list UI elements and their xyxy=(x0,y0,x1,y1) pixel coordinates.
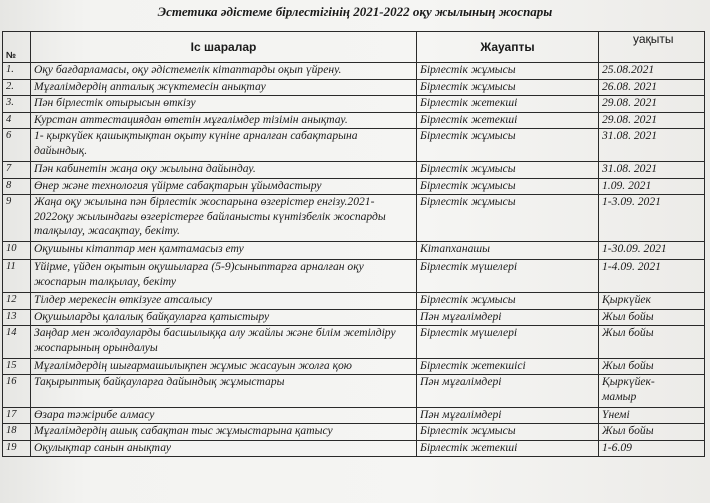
row-number: 10 xyxy=(3,242,31,260)
row-number: 16 xyxy=(3,375,31,408)
row-number: 18 xyxy=(3,424,31,441)
row-activity: Өнер және технология үйірме сабақтарын ұйымдастыру xyxy=(31,179,417,195)
header-responsible: Жауапты xyxy=(417,32,599,63)
row-number: 13 xyxy=(3,310,31,326)
row-activity: Заңдар мен жолдауларды басшылыққа алу жайлы және білім жетілдіру жоспарының орындалуы xyxy=(31,326,417,359)
row-date: Үнемі xyxy=(599,408,705,424)
row-date: Жыл бойы xyxy=(599,326,705,359)
table-row xyxy=(3,179,705,195)
row-date: 1-30.09. 2021 xyxy=(599,242,705,260)
row-responsible: Бірлестік жетекші xyxy=(417,96,599,113)
row-activity: Пән бірлестік отырысын өткізу xyxy=(31,96,417,113)
row-activity: Мұғалімдердің ашық сабақтан тыс жұмыстарына қатысу xyxy=(31,424,417,441)
table-row xyxy=(3,293,705,310)
row-number: 8 xyxy=(3,179,31,195)
row-responsible: Бірлестік мүшелері xyxy=(417,260,599,293)
document-title: Эстетика әдістеме бірлестігінің 2021-2022 оқу жылының жоспары xyxy=(157,4,553,19)
row-responsible: Пән мұғалімдері xyxy=(417,375,599,408)
row-number: 2. xyxy=(3,80,31,96)
row-responsible: Бірлестік жұмысы xyxy=(417,129,599,162)
row-activity: Оқушыларды қалалық байқауларға қатыстыру xyxy=(31,310,417,326)
row-date: 29.08. 2021 xyxy=(599,96,705,113)
table-row xyxy=(3,129,705,162)
row-activity: Тақырыптық байқауларға дайындық жұмыстары xyxy=(31,375,417,408)
row-activity: Оқу бағдарламасы, оқу әдістемелік кітаптарды оқып үйрену. xyxy=(31,63,417,80)
row-number: 19 xyxy=(3,441,31,457)
row-number: 17 xyxy=(3,408,31,424)
row-responsible: Бірлестік жұмысы xyxy=(417,80,599,96)
table-row xyxy=(3,424,705,441)
table-row xyxy=(3,162,705,179)
table-row xyxy=(3,375,705,408)
row-date: 1-3.09. 2021 xyxy=(599,195,705,242)
row-responsible: Бірлестік жұмысы xyxy=(417,195,599,242)
row-date: 1.09. 2021 xyxy=(599,179,705,195)
row-responsible: Бірлестік жұмысы xyxy=(417,424,599,441)
table-row xyxy=(3,326,705,359)
row-date: 31.08. 2021 xyxy=(599,162,705,179)
table-body xyxy=(3,63,705,457)
table-row xyxy=(3,441,705,457)
table-row xyxy=(3,96,705,113)
table-row xyxy=(3,63,705,80)
row-activity: Оқулықтар санын анықтау xyxy=(31,441,417,457)
header-number: № xyxy=(3,32,31,63)
row-activity: Жаңа оқу жылына пән бірлестік жоспарына өзгерістер енгізу.2021-2022оқу жылындағы өзгерістерге байланысты күнтізбелік жоспарды талқылау, жасақтау, бекіту. xyxy=(31,195,417,242)
row-number: 1. xyxy=(3,63,31,80)
row-activity: Пән кабинетін жаңа оқу жылына дайындау. xyxy=(31,162,417,179)
table-row xyxy=(3,113,705,129)
row-date: 1-6.09 xyxy=(599,441,705,457)
row-activity: Мұғалімдердің шығармашылықпен жұмыс жасауын жолға қою xyxy=(31,359,417,375)
row-date: 26.08. 2021 xyxy=(599,80,705,96)
table-row xyxy=(3,408,705,424)
row-activity: Үйірме, үйден оқытын оқушыларға (5-9)сыныптарға арналған оқу жоспарын талқылау, бекіту xyxy=(31,260,417,293)
row-number: 15 xyxy=(3,359,31,375)
row-responsible: Пән мұғалімдері xyxy=(417,310,599,326)
row-activity: Мұғалімдердің апталық жүктемесін анықтау xyxy=(31,80,417,96)
row-number: 11 xyxy=(3,260,31,293)
row-responsible: Кітапханашы xyxy=(417,242,599,260)
plan-table xyxy=(2,31,705,457)
row-activity: 1- қыркүйек қашықтықтан оқыту күніне арналған сабақтарына дайындық. xyxy=(31,129,417,162)
row-date: Қыркүйек- мамыр xyxy=(599,375,705,408)
table-header-row xyxy=(3,32,705,63)
row-date: Жыл бойы xyxy=(599,310,705,326)
row-responsible: Бірлестік жетекші xyxy=(417,441,599,457)
row-date: 25.08.2021 xyxy=(599,63,705,80)
row-number: 9 xyxy=(3,195,31,242)
row-responsible: Бірлестік жетекшісі xyxy=(417,359,599,375)
row-date: 29.08. 2021 xyxy=(599,113,705,129)
row-responsible: Бірлестік жұмысы xyxy=(417,63,599,80)
row-responsible: Пән мұғалімдері xyxy=(417,408,599,424)
table-row xyxy=(3,310,705,326)
row-number: 4 xyxy=(3,113,31,129)
row-activity: Курстан аттестациядан өтетін мұғалімдер тізімін анықтау. xyxy=(31,113,417,129)
row-responsible: Бірлестік жұмысы xyxy=(417,162,599,179)
row-number: 6 xyxy=(3,129,31,162)
row-date: Жыл бойы xyxy=(599,424,705,441)
row-responsible: Бірлестік жұмысы xyxy=(417,179,599,195)
table-row xyxy=(3,80,705,96)
table-row xyxy=(3,242,705,260)
row-responsible: Бірлестік жетекші xyxy=(417,113,599,129)
row-responsible: Бірлестік жұмысы xyxy=(417,293,599,310)
table-row xyxy=(3,260,705,293)
row-number: 14 xyxy=(3,326,31,359)
row-activity: Тілдер мерекесін өткізуге атсалысу xyxy=(31,293,417,310)
row-number: 7 xyxy=(3,162,31,179)
row-responsible: Бірлестік мүшелері xyxy=(417,326,599,359)
row-activity: Оқушыны кітаптар мен қамтамасыз ету xyxy=(31,242,417,260)
header-activity: Іс шаралар xyxy=(31,32,417,63)
row-date: 1-4.09. 2021 xyxy=(599,260,705,293)
row-number: 12 xyxy=(3,293,31,310)
row-date: Жыл бойы xyxy=(599,359,705,375)
row-activity: Өзара тәжірибе алмасу xyxy=(31,408,417,424)
row-date: 31.08. 2021 xyxy=(599,129,705,162)
header-date: уақыты xyxy=(599,32,705,63)
row-number: 3. xyxy=(3,96,31,113)
table-row xyxy=(3,195,705,242)
table-row xyxy=(3,359,705,375)
row-date: Қыркүйек xyxy=(599,293,705,310)
